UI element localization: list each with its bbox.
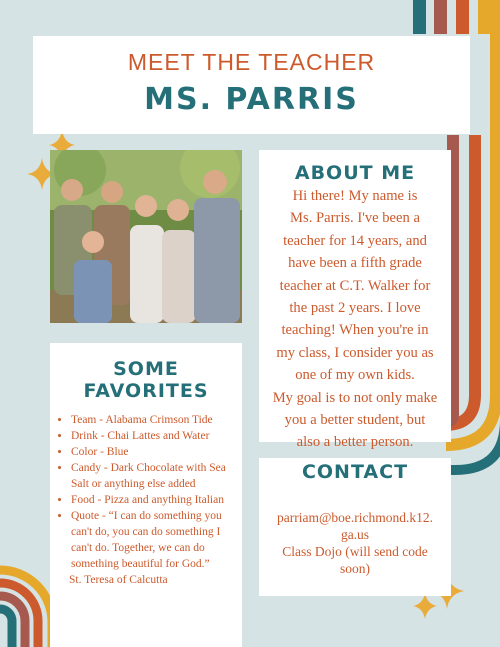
about-line: the past 2 years. I love — [289, 300, 421, 317]
about-line: have been a fifth grade — [288, 255, 422, 272]
contact-card — [259, 458, 451, 596]
email-line: parriam@boe.richmond.k12. — [276, 510, 433, 525]
contact-class-dojo — [259, 543, 451, 577]
about-me-text — [259, 185, 451, 454]
list-item: • Quote - “I can do something you can't do, you can do something I can't do. Together, we can do something beautiful for God.” — [71, 508, 242, 572]
favorites-card — [50, 343, 242, 647]
list-item: • Team - Alabama Crimson Tide — [71, 412, 242, 428]
favorites-heading: SOME FAVORITES — [83, 358, 209, 402]
about-line: also a better person. — [296, 434, 414, 451]
about-line: Hi there! My name is — [292, 188, 418, 204]
about-me-heading: ABOUT ME — [294, 162, 416, 184]
about-line: My goal is to not only make — [272, 389, 438, 406]
about-line: one of my own kids. — [295, 367, 415, 384]
dojo-line: Class Dojo (will send code — [282, 544, 428, 559]
list-item: • Food - Pizza and anything Italian — [71, 492, 242, 508]
about-line: teaching! When you're in — [281, 322, 429, 339]
rainbow-stripes-icon — [413, 0, 492, 34]
contact-heading: CONTACT — [301, 461, 409, 483]
family-photo — [50, 150, 242, 323]
about-line: my class, I consider you as — [276, 344, 434, 361]
dojo-line: soon) — [340, 561, 370, 576]
about-line: you a better student, but — [284, 412, 426, 429]
list-item: • Drink - Chai Lattes and Water — [71, 428, 242, 444]
page-subtitle: MEET THE TEACHER — [127, 49, 376, 75]
list-item: • Color - Blue — [71, 444, 242, 460]
about-line: teacher at C.T. Walker for — [279, 277, 431, 294]
email-line: ga.us — [340, 527, 370, 542]
quote-attribution: St. Teresa of Calcutta — [69, 574, 168, 586]
about-line: Ms. Parris. I've been a — [290, 210, 420, 227]
rainbow-arc-left-icon — [0, 570, 52, 647]
contact-email — [259, 509, 451, 543]
header-card — [33, 36, 470, 134]
teacher-name: MS. PARRIS — [144, 82, 359, 117]
favorites-list — [50, 412, 242, 572]
list-item: • Candy - Dark Chocolate with Sea Salt or anything else added — [71, 460, 242, 492]
about-line: teacher for 14 years, and — [283, 232, 427, 249]
about-me-card — [259, 150, 451, 451]
